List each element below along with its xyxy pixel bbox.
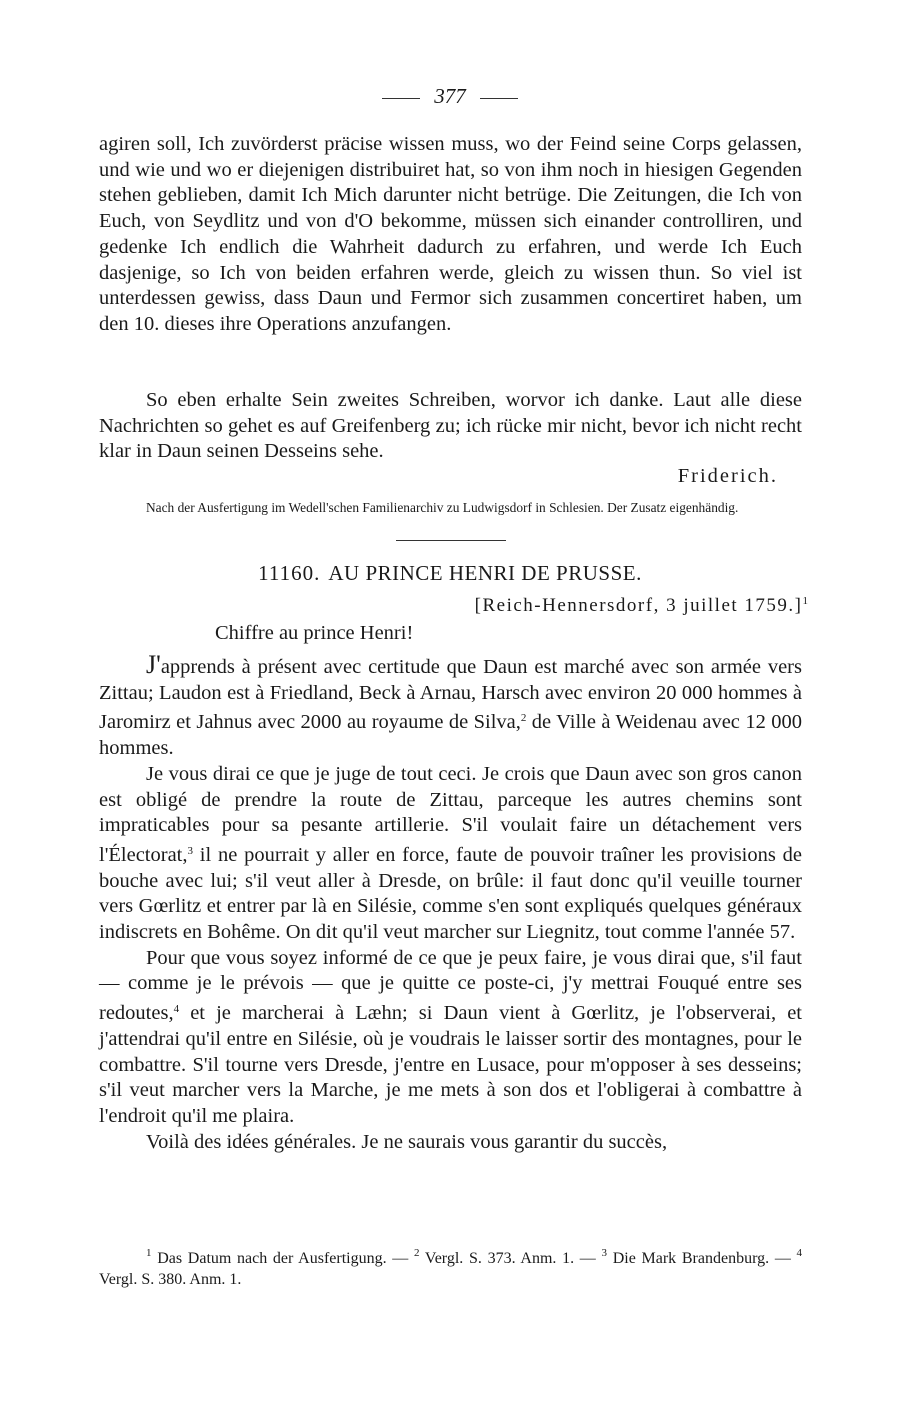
footnote-mark: 2 — [414, 1247, 420, 1259]
footnote-text: Die Mark Brandenburg. — — [607, 1250, 797, 1267]
footnote-text: Vergl. S. 380. Anm. 1. — [99, 1271, 242, 1288]
paragraph-text: de Ville à Weidenau avec 12 000 hommes. — [99, 711, 802, 760]
header-dash-right — [480, 98, 518, 99]
footnote-mark: 1 — [146, 1247, 152, 1259]
footnote-text: Vergl. S. 373. Anm. 1. — — [419, 1250, 602, 1267]
letter-paragraph — [99, 762, 802, 946]
letter-heading — [0, 561, 900, 586]
paragraph-continuation — [99, 132, 802, 338]
letter-title: AU PRINCE HENRI DE PRUSSE. — [328, 561, 642, 585]
letter-body — [99, 652, 802, 1155]
source-note: Nach der Ausfertigung im Wedell'schen Familienarchiv zu Ludwigsdorf in Schlesien. Der Zusatz eigenhändig. — [146, 500, 739, 515]
paragraph-text: J'apprends à présent avec certitude que Daun est marché avec son armée vers Zittau; Laudon est à Friedland, Beck à Arnau, Harsch avec environ 20 000 hommes à Jaromirz et Jahnus avec 2000 au royaume de Silva, — [99, 650, 802, 734]
footnote-mark: 3 — [187, 844, 193, 857]
page-header — [0, 84, 900, 109]
letter-dateline — [475, 595, 808, 617]
paragraph-text: Voilà des idées générales. Je ne saurais vous garantir du succès, — [146, 1130, 668, 1153]
page-number: 377 — [434, 84, 466, 108]
paragraph-2-text: So eben erhalte Sein zweites Schreiben, worvor ich danke. Laut alle diese Nachrichten so gehet es auf Greifenberg zu; ich rücke mir nicht, bevor ich nicht recht klar in Daun seinen Desseins sehe. — [99, 389, 802, 463]
paragraph-1-text: agiren soll, Ich zuvörderst präcise wissen muss, wo der Feind seine Corps gelassen, und wie und wo er diejenigen distribuiret hat, so von ihm noch in hiesigen Gegenden stehen geblieben, damit Ich Mich darunter nicht betrüge. Die Zeitungen, die Ich von Euch, von Seydlitz und von d'O bekomme, müssen sich einander controlliren, und gedenke Ich endlich die Wahrheit dadurch zu erfahren, und werde Ich Euch dasjenige, so Ich von beiden erfahren werde, gleich zu wissen thun. So viel ist unterdessen gewiss, dass Daun und Fermor sich zusammen concertiret haben, um den 10. dieses ihre Operations anzufangen. — [99, 133, 802, 335]
letter-paragraph — [99, 946, 802, 1130]
signature: Friderich. — [677, 465, 778, 487]
salutation: Chiffre au prince Henri! — [215, 622, 414, 644]
letter-paragraph — [99, 1130, 802, 1156]
footnote-mark: 2 — [520, 712, 527, 725]
footnotes — [99, 1243, 802, 1290]
paragraph-text: et je marcherai à Læhn; si Daun vient à Gœrlitz, je l'observerai, et j'attendrai qu'il entre en Silésie, où je voudrais le laisser sortir des montagnes, pour le combattre. S'il tourne vers Dresde, j'entre en Lusace, pour m'opposer à ses desseins; s'il veut marcher vers la Marche, je me mets à son dos et l'obligerai à combattre à l'endroit qu'il me plaira. — [99, 1002, 802, 1127]
paragraph-text: Pour que vous soyez informé de ce que je peux faire, je vous dirai que, s'il faut — comme je le prévois — que je quitte ce poste-ci, j'y mettrai Fouqué entre ses redoutes, — [99, 946, 802, 1025]
dateline-footnote-mark: 1 — [802, 595, 808, 607]
section-divider — [396, 540, 506, 541]
paragraph-text: il ne pourrait y aller en force, faute de pouvoir traîner les provisions de bouche avec lui; s'il veut aller à Dresde, on brûle: il faut donc qu'il veuille tourner vers Gœrlitz et entrer par là en Silésie, comme s'en sont expliqués quelques généraux indiscrets en Bohême. On dit qu'il veut marcher sur Liegnitz, tout comme l'année 57. — [99, 843, 802, 944]
footnote-mark: 3 — [601, 1247, 608, 1259]
paragraph-text: Je vous dirai ce que je juge de tout ceci. Je crois que Daun avec son gros canon est obligé de prendre la route de Zittau, parceque les autres chemins sont impraticables pour sa pesante artillerie. S'il voulait faire un détachement vers l'Électorat, — [99, 762, 802, 866]
footnote-text: Das Datum nach der Ausfertigung. — — [151, 1250, 415, 1267]
footnote-mark: 4 — [173, 1003, 180, 1016]
letter-paragraph — [99, 652, 802, 762]
paragraph-postscript — [99, 388, 802, 465]
letter-number: 11160. — [258, 561, 321, 585]
dateline-text: [Reich-Hennersdorf, 3 juillet 1759.] — [474, 595, 803, 616]
footnote-mark: 4 — [796, 1247, 803, 1259]
header-dash-left — [382, 98, 420, 99]
